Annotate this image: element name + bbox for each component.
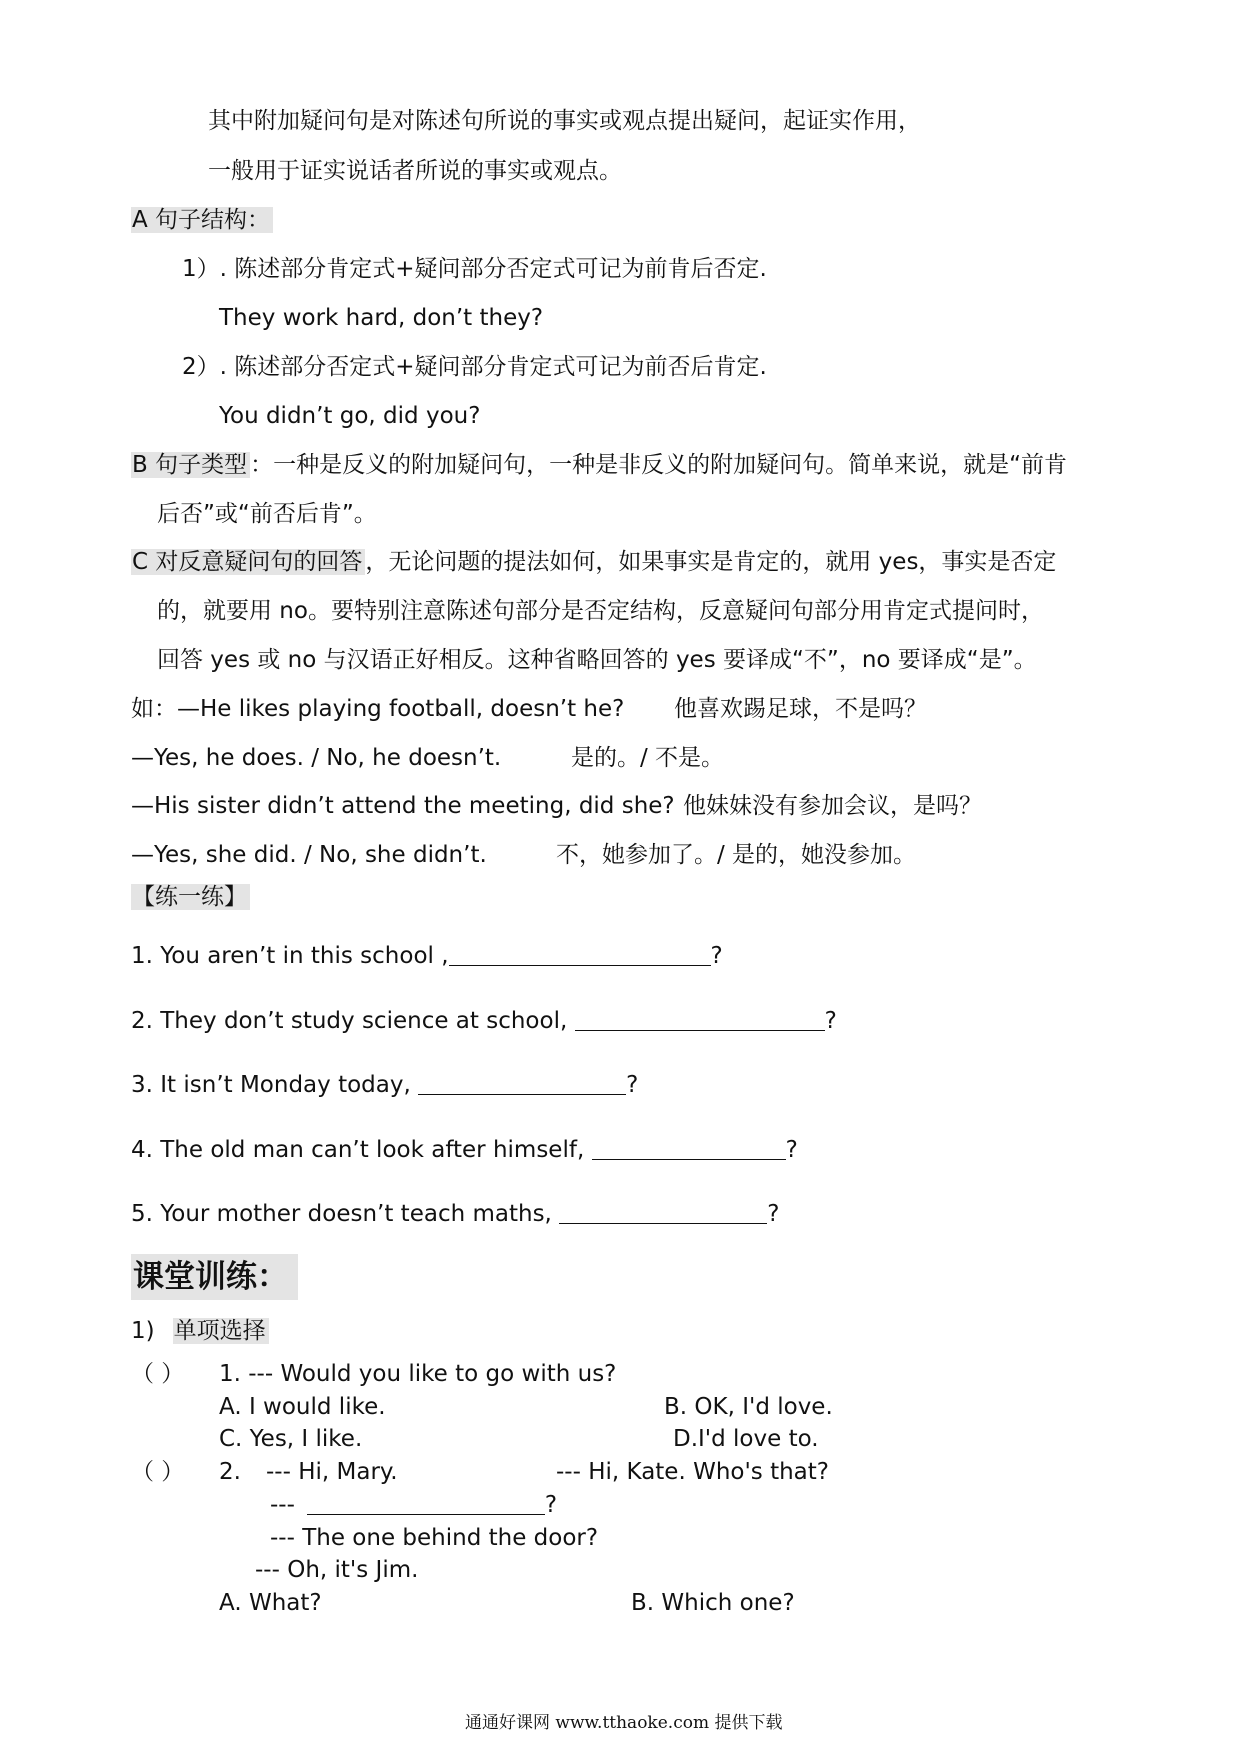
example-3-zh: 他妹妹没有参加会议，是吗？ [683, 793, 982, 819]
q1-option-d: D.I'd love to. [673, 1426, 819, 1452]
answer-blank[interactable] [418, 1072, 626, 1095]
classroom-subheading-line [131, 1316, 269, 1346]
section-b-line-2: 后否”或“前否后肯”。 [157, 501, 377, 527]
q2-option-a: A. What? [219, 1590, 322, 1616]
example-2-en: —Yes, he does. / No, he doesn’t. [131, 745, 502, 771]
q1-option-c: C. Yes, I like. [219, 1426, 363, 1452]
example-4-en: —Yes, she did. / No, she didn’t. [131, 842, 487, 868]
practice-item-4: 4. The old man can’t look after himself, ? [131, 1137, 798, 1163]
section-c-line-2: 的，就要用 no。要特别注意陈述句部分是否定结构，反意疑问句部分用肯定式提问时， [157, 598, 1044, 624]
q2-line2: --- ? [270, 1492, 558, 1518]
answer-blank[interactable] [575, 1008, 825, 1031]
practice-item-3: 3. It isn’t Monday today, ? [131, 1072, 639, 1098]
classroom-title: 课堂训练： [131, 1254, 298, 1300]
q2-number: 2. [219, 1459, 241, 1485]
section-c-line-3: 回答 yes 或 no 与汉语正好相反。这种省略回答的 yes 要译成“不”，no 要译成“是”。 [157, 647, 1037, 673]
q1-paren[interactable]: （ ） [131, 1361, 185, 1387]
answer-blank[interactable] [449, 943, 711, 966]
section-a-heading: A 句子结构： [131, 205, 273, 235]
section-b-heading: B 句子类型 [131, 452, 250, 478]
footer-text: 通通好课网 www.tthaoke.com 提供下载 [465, 1713, 783, 1733]
section-a-example-2: You didn’t go, did you? [219, 403, 481, 429]
example-4-zh: 不，她参加了。/ 是的，她没参加。 [556, 842, 917, 868]
section-c-line-1: C 对反意疑问句的回答 ，无论问题的提法如何，如果事实是肯定的，就用 yes，事实是否定 [132, 549, 1057, 575]
answer-blank[interactable] [592, 1137, 786, 1160]
section-a-rule-1: 1）. 陈述部分肯定式+疑问部分否定式可记为前肯后否定. [182, 256, 767, 282]
practice-item-2: 2. They don’t study science at school, ? [131, 1008, 837, 1034]
q2-paren[interactable]: （ ） [131, 1459, 185, 1485]
example-3-en: —His sister didn’t attend the meeting, did she? [131, 793, 675, 819]
q1-option-a: A. I would like. [219, 1394, 386, 1420]
example-1-zh: 他喜欢踢足球，不是吗？ [674, 696, 927, 722]
sub-heading: 单项选择 [173, 1318, 269, 1344]
q2-line1-left: --- Hi, Mary. [266, 1459, 398, 1485]
section-a-rule-2: 2）. 陈述部分否定式+疑问部分肯定式可记为前否后肯定. [182, 354, 767, 380]
example-2-zh: 是的。/ 不是。 [571, 745, 725, 771]
q2-line4: --- Oh, it's Jim. [255, 1557, 419, 1583]
q2-line1-right: --- Hi, Kate. Who's that? [556, 1459, 830, 1485]
answer-blank[interactable] [307, 1492, 545, 1515]
practice-item-5: 5. Your mother doesn’t teach maths, ? [131, 1201, 780, 1227]
sub-number: 1) [131, 1318, 155, 1344]
intro-line-2: 一般用于证实说话者所说的事实或观点。 [208, 158, 622, 184]
section-b-line-1: B 句子类型 ：一种是反义的附加疑问句，一种是非反义的附加疑问句。简单来说，就是“前肯 [132, 452, 1068, 478]
answer-blank[interactable] [559, 1201, 767, 1224]
q1-option-b: B. OK, I'd love. [664, 1394, 833, 1420]
practice-heading: 【练一练】 [131, 882, 250, 912]
intro-line-1: 其中附加疑问句是对陈述句所说的事实或观点提出疑问，起证实作用， [208, 108, 921, 134]
example-1-en: 如：—He likes playing football, doesn’t he? [131, 696, 625, 722]
q2-line3: --- The one behind the door? [270, 1525, 599, 1551]
q1-question: 1. --- Would you like to go with us? [219, 1361, 617, 1387]
q2-option-b: B. Which one? [631, 1590, 795, 1616]
section-c-heading: C 对反意疑问句的回答 [131, 549, 365, 575]
section-a-example-1: They work hard, don’t they? [219, 305, 544, 331]
practice-item-1: 1. You aren’t in this school , ? [131, 943, 723, 969]
